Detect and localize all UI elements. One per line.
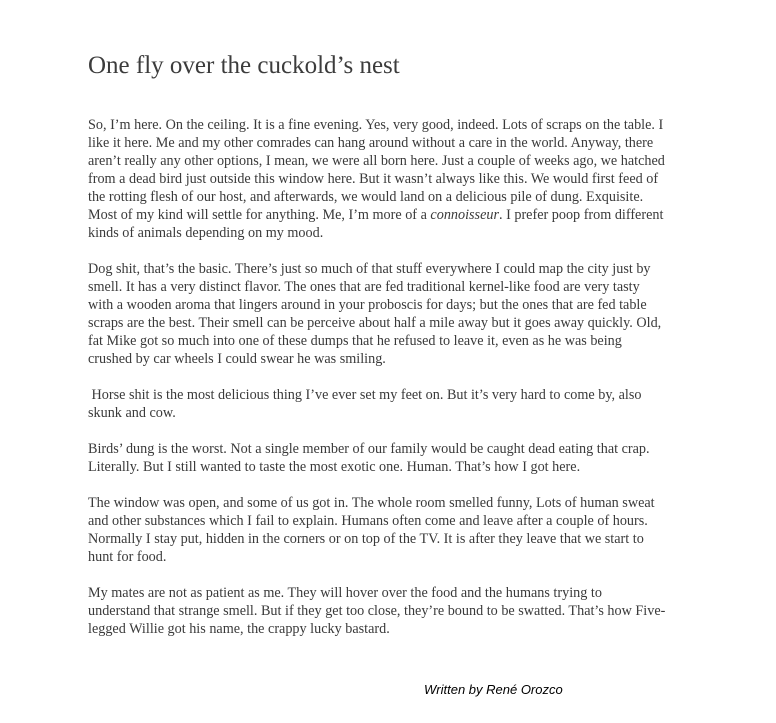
text-line: understand that strange smell. But if they get too close, they’re bound to be swatted. That’s how Five- bbox=[88, 603, 666, 619]
text-line: Dog shit, that’s the basic. There’s just so much of that stuff everywhere I could map the city just by bbox=[88, 261, 651, 277]
paragraph-6 bbox=[88, 584, 748, 638]
text-line: hunt for food. bbox=[88, 549, 167, 565]
paragraph-2 bbox=[88, 260, 748, 368]
paragraph-1 bbox=[88, 116, 748, 242]
text-line: legged Willie got his name, the crappy lucky bastard. bbox=[88, 621, 390, 637]
text-line: scraps are the best. Their smell can be perceive about half a mile away but it goes away quickly. Old, bbox=[88, 315, 662, 331]
text-line: Birds’ dung is the worst. Not a single member of our family would be caught dead eating that crap. bbox=[88, 441, 650, 457]
text-line: with a wooden aroma that lingers around in your proboscis for days; but the ones that are fed table bbox=[88, 297, 647, 313]
text-line: My mates are not as patient as me. They will hover over the food and the humans trying to bbox=[88, 585, 602, 601]
text-line: like it here. Me and my other comrades can hang around without a care in the world. Anyway, there bbox=[88, 135, 654, 151]
story-body bbox=[88, 116, 748, 656]
text-line: from a dead bird just outside this window here. But it wasn’t always like this. We would first feed of bbox=[88, 171, 659, 187]
paragraph-3 bbox=[88, 386, 748, 422]
paragraph-5 bbox=[88, 494, 748, 566]
text-line: skunk and cow. bbox=[88, 405, 176, 421]
text-line: kinds of animals depending on my mood. bbox=[88, 225, 324, 241]
author-byline: Written by René Orozco bbox=[424, 682, 563, 697]
text-line: The window was open, and some of us got in. The whole room smelled funny, Lots of human sweat bbox=[88, 495, 655, 511]
document-title: One fly over the cuckold’s nest bbox=[88, 52, 400, 79]
text-line bbox=[88, 206, 748, 224]
text-line: fat Mike got so much into one of these dumps that he refused to leave it, even as he was being bbox=[88, 333, 622, 349]
paragraph-4 bbox=[88, 440, 748, 476]
text-line: Normally I stay put, hidden in the corners or on top of the TV. It is after they leave that we start to bbox=[88, 531, 644, 547]
text-line: So, I’m here. On the ceiling. It is a fine evening. Yes, very good, indeed. Lots of scraps on the table. I bbox=[88, 117, 664, 133]
text-line: smell. It has a very distinct flavor. The ones that are fed traditional kernel-like food are very tasty bbox=[88, 279, 640, 295]
text-line: Horse shit is the most delicious thing I’ve ever set my feet on. But it’s very hard to come by, also bbox=[88, 387, 642, 403]
text-run: . I prefer poop from different bbox=[499, 207, 664, 223]
text-line: the rotting flesh of our host, and afterwards, we would land on a delicious pile of dung. Exquisite. bbox=[88, 189, 644, 205]
italic-word: connoisseur bbox=[430, 207, 499, 223]
text-line: Literally. But I still wanted to taste the most exotic one. Human. That’s how I got here. bbox=[88, 459, 581, 475]
text-line: and other substances which I fail to explain. Humans often come and leave after a couple of hours. bbox=[88, 513, 648, 529]
text-run: Most of my kind will settle for anything. Me, I’m more of a bbox=[88, 207, 431, 223]
text-line: aren’t really any other options, I mean, we were all born here. Just a couple of weeks ago, we hatched bbox=[88, 153, 665, 169]
text-line: crushed by car wheels I could swear he was smiling. bbox=[88, 351, 386, 367]
